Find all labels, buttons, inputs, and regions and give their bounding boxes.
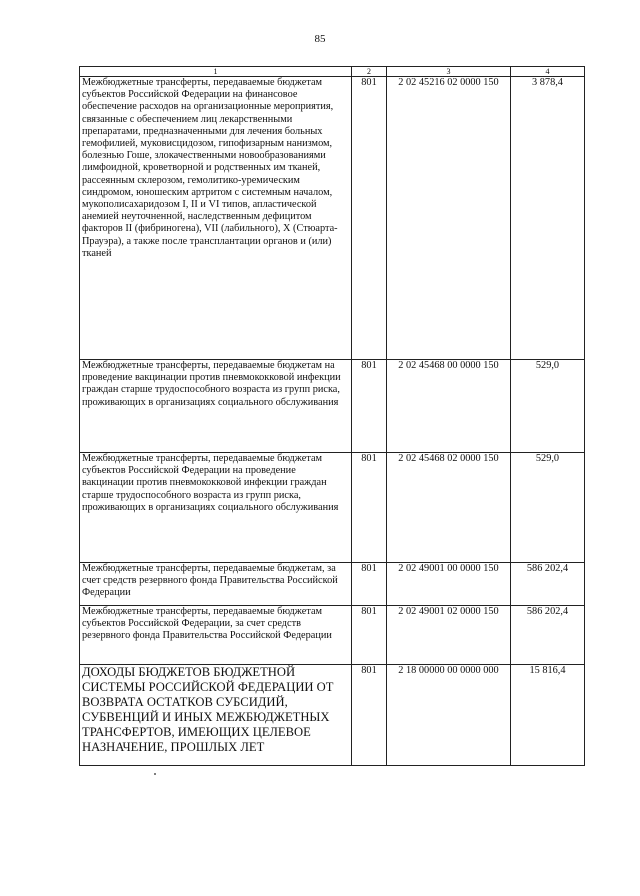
table-row (80, 606, 585, 665)
row-admin-code: 801 (352, 453, 387, 563)
row-admin-code: 801 (352, 360, 387, 453)
row-budget-code: 2 02 49001 02 0000 150 (387, 606, 511, 665)
row-budget-code: 2 02 49001 00 0000 150 (387, 563, 511, 606)
header-col-1: 1 (80, 67, 352, 77)
row-admin-code: 801 (352, 77, 387, 360)
row-amount: 15 816,4 (511, 665, 585, 766)
table-row (80, 77, 585, 360)
header-col-2: 2 (352, 67, 387, 77)
row-description: ДОХОДЫ БЮДЖЕТОВ БЮДЖЕТНОЙ СИСТЕМЫ РОССИЙСКОЙ ФЕДЕРАЦИИ ОТ ВОЗВРАТА ОСТАТКОВ СУБСИДИЙ, СУБВЕНЦИЙ И ИНЫХ МЕЖБЮДЖЕТНЫХ ТРАНСФЕРТОВ, ИМЕЮЩИХ ЦЕЛЕВОЕ НАЗНАЧЕНИЕ, ПРОШЛЫХ ЛЕТ (80, 665, 352, 766)
row-budget-code: 2 02 45468 00 0000 150 (387, 360, 511, 453)
header-row (80, 67, 585, 77)
row-admin-code: 801 (352, 563, 387, 606)
header-col-4: 4 (511, 67, 585, 77)
row-budget-code: 2 18 00000 00 0000 000 (387, 665, 511, 766)
row-description: Межбюджетные трансферты, передаваемые бюджетам субъектов Российской Федерации на проведение вакцинации против пневмококковой инфекции граждан старше трудоспособного возраста из групп риска, проживающих в организациях социального обслуживания (80, 453, 352, 563)
row-description: Межбюджетные трансферты, передаваемые бюджетам на проведение вакцинации против пневмококковой инфекции граждан старше трудоспособного возраста из групп риска, проживающих в организациях социального обслуживания (80, 360, 352, 453)
page-number: 85 (314, 33, 326, 45)
scan-dot (154, 773, 156, 775)
row-admin-code: 801 (352, 606, 387, 665)
row-amount: 586 202,4 (511, 606, 585, 665)
row-description: Межбюджетные трансферты, передаваемые бюджетам, за счет средств резервного фонда Правительства Российской Федерации (80, 563, 352, 606)
row-budget-code: 2 02 45468 02 0000 150 (387, 453, 511, 563)
row-amount: 529,0 (511, 453, 585, 563)
table-row (80, 665, 585, 766)
row-admin-code: 801 (352, 665, 387, 766)
table-row (80, 563, 585, 606)
header-col-3: 3 (387, 67, 511, 77)
row-description: Межбюджетные трансферты, передаваемые бюджетам субъектов Российской Федерации на финансовое обеспечение расходов на организационные мероприятия, связанные с обеспечением лиц лекарственными препаратами, предназначенными для лечения больных гемофилией, муковисцидозом, гипофизарным нанизмом, болезнью Гоше, злокачественными новообразованиями лимфоидной, кроветворной и родственных им тканей, рассеянным склерозом, гемолитико-уремическим синдромом, юношеским артритом с системным началом, мукополисахаридозом I, II и VI типов, апластической анемией неуточненной, наследственным дефицитом факторов II (фибриногена), VII (лабильного), X (Стюарта-Прауэра), а также после трансплантации органов и (или) тканей (80, 77, 352, 360)
row-amount: 586 202,4 (511, 563, 585, 606)
row-amount: 529,0 (511, 360, 585, 453)
budget-revenue-table (79, 66, 585, 766)
row-amount: 3 878,4 (511, 77, 585, 360)
table-row (80, 360, 585, 453)
row-budget-code: 2 02 45216 02 0000 150 (387, 77, 511, 360)
table-row (80, 453, 585, 563)
row-description: Межбюджетные трансферты, передаваемые бюджетам субъектов Российской Федерации, за счет средств резервного фонда Правительства Российской Федерации (80, 606, 352, 665)
